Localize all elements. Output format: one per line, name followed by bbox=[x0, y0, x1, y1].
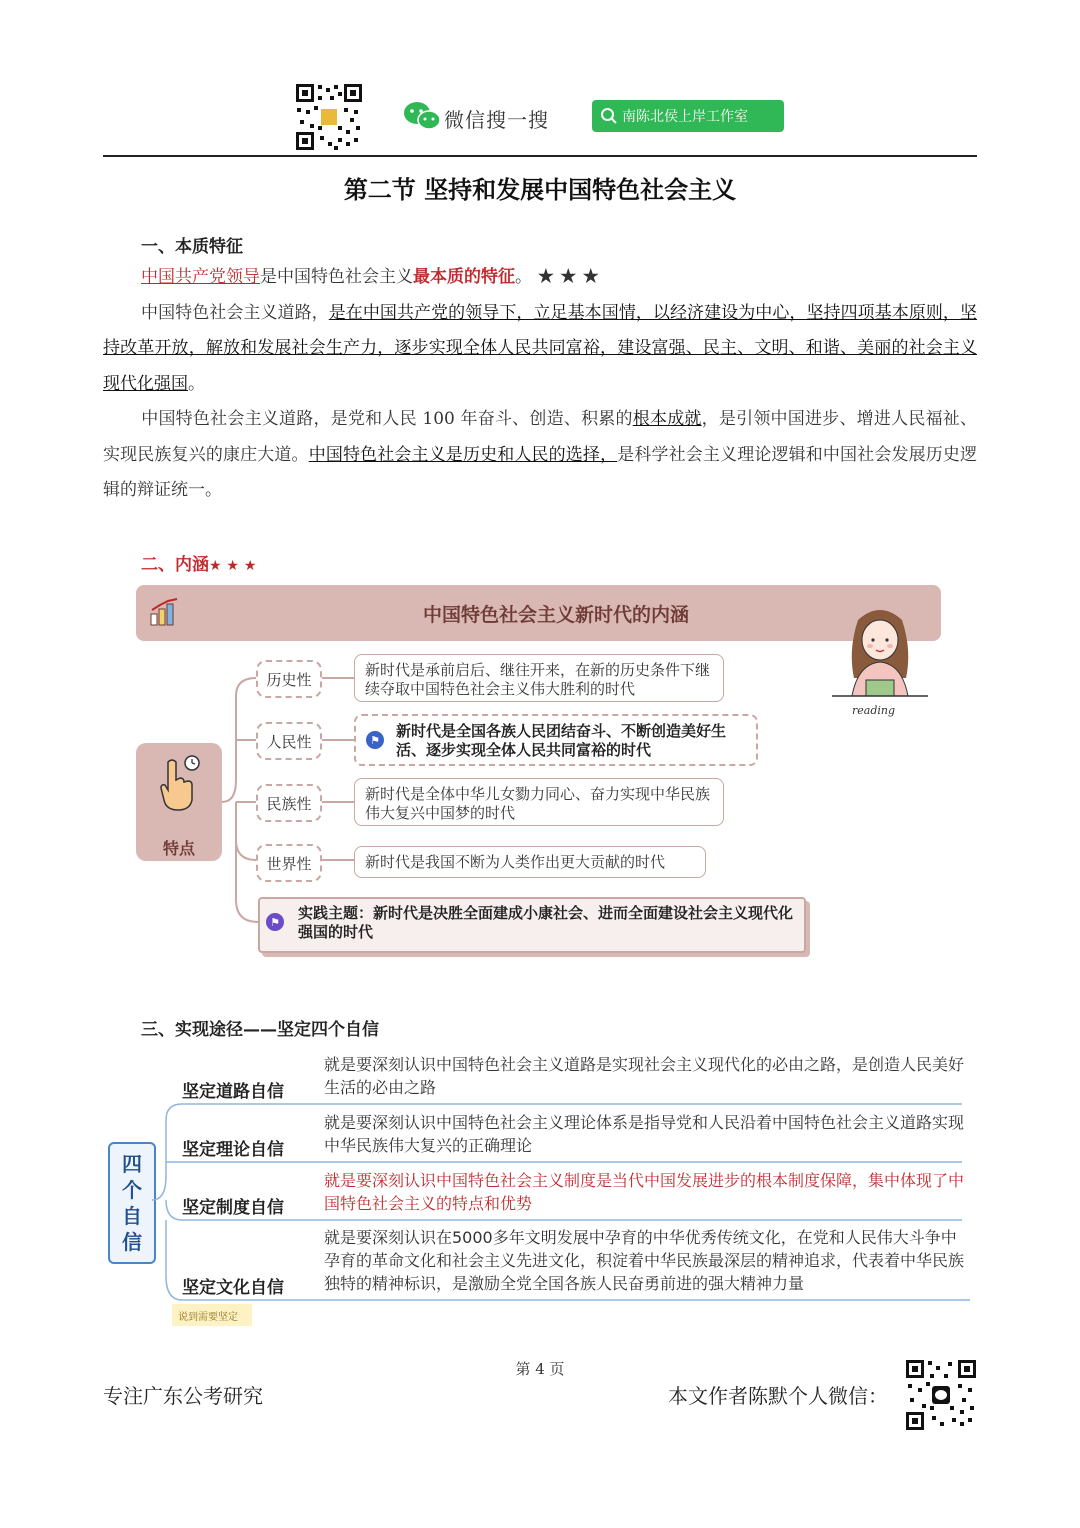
conf-culture-desc: 就是要深刻认识在5000多年文明发展中孕育的中华优秀传统文化，在党和人民伟大斗争中孕育的革命文化和社会主义先进文化，积淀着中华民族最深层的精神追求，代表着中华民族独特的精神标识，是激励全党全国各族人民奋勇前进的强大精神力量 bbox=[324, 1228, 965, 1293]
footer-left-text: 专注广东公考研究 bbox=[103, 1384, 263, 1408]
mindmap-title: 中国特色社会主义新时代的内涵 bbox=[422, 604, 689, 626]
conf-system-desc: 就是要深刻认识中国特色社会主义制度是当代中国发展进步的根本制度保障，集中体现了中国特色社会主义的特点和优势 bbox=[324, 1171, 965, 1213]
practice-text: 实践主题：新时代是决胜全面建成小康社会、进而全面建设社会主义现代化强国的时代 bbox=[298, 904, 794, 941]
essence-key-phrase: 中国共产党领导 bbox=[141, 267, 260, 287]
account-name: 南陈北侯上岸工作室 bbox=[622, 109, 748, 125]
road-end: 。 bbox=[188, 373, 205, 394]
achievement-key: 根本成就 bbox=[632, 409, 702, 429]
search-icon bbox=[600, 107, 618, 125]
tag-people: 人民性 bbox=[256, 722, 322, 760]
side-char-1: 四 bbox=[122, 1152, 142, 1176]
side-char-3: 自 bbox=[122, 1204, 142, 1228]
page-number: 第 4 页 bbox=[515, 1360, 565, 1378]
wechat-logo-icon bbox=[402, 100, 442, 132]
desc-world: 新时代是我国不断为人类作出更大贡献的时代 bbox=[354, 846, 706, 878]
footer-right-text: 本文作者陈默个人微信： bbox=[668, 1384, 888, 1408]
page-title: 第二节 坚持和发展中国特色社会主义 bbox=[343, 176, 737, 204]
side-char-2: 个 bbox=[122, 1178, 142, 1202]
achievement-mid: ，是引领中国进步、增进人民福祉、实现民族复兴的康庄大道。 bbox=[103, 409, 978, 465]
tag-history: 历史性 bbox=[256, 660, 322, 698]
road-underlined: 是在中国共产党的领导下，立足基本国情，以经济建设为中心，坚持四项基本原则，坚持改革开放，解放和发展社会生产力，逐步实现全体人民共同富裕，建设富强、民主、文明、和谐、美丽的社会主义现代化强国 bbox=[103, 302, 977, 394]
road-paragraph bbox=[103, 296, 977, 403]
search-account-button[interactable] bbox=[592, 100, 784, 132]
conf-theory-desc: 就是要深刻认识中国特色社会主义理论体系是指导党和人民沿着中国特色社会主义道路实现中华民族伟大复兴的正确理论 bbox=[324, 1113, 965, 1155]
desc-people: 新时代是全国各族人民团结奋斗、不断创造美好生活、逐步实现全体人民共同富裕的时代 bbox=[396, 722, 727, 759]
desc-nation: 新时代是全体中华儿女勠力同心、奋力实现中华民族伟大复兴中国梦的时代 bbox=[354, 778, 724, 826]
conf-road-desc: 就是要深刻认识中国特色社会主义道路是实现社会主义现代化的必由之路，是创造人民美好生活的必由之路 bbox=[324, 1055, 965, 1097]
flag-icon: ⚑ bbox=[366, 731, 384, 749]
conf-system-label: 坚定制度自信 bbox=[182, 1198, 284, 1218]
section1-heading: 一、本质特征 bbox=[141, 237, 243, 257]
road-lead: 中国特色社会主义道路， bbox=[141, 302, 329, 323]
conf-road-label: 坚定道路自信 bbox=[182, 1082, 284, 1102]
section3-heading: 三、实现途径——坚定四个自信 bbox=[141, 1020, 379, 1040]
reading-caption: reading bbox=[852, 704, 896, 717]
sticky-note: 说到需要坚定 bbox=[172, 1304, 252, 1326]
qr-code-header bbox=[294, 82, 364, 152]
bar-chart-icon bbox=[150, 598, 180, 630]
reading-girl-illustration bbox=[828, 600, 932, 720]
essence-text: 是中国特色社会主义 bbox=[260, 267, 413, 287]
tap-hand-icon bbox=[156, 754, 202, 816]
section2-heading-text: 二、内涵 bbox=[141, 555, 209, 575]
essence-highlight: 最本质的特征 bbox=[413, 267, 515, 287]
side-char-4: 信 bbox=[122, 1230, 142, 1254]
achievement-paragraph bbox=[103, 402, 977, 509]
desc-history: 新时代是承前启后、继往开来，在新的历史条件下继续夺取中国特色社会主义伟大胜利的时代 bbox=[354, 654, 724, 702]
choice-underlined: 中国特色社会主义是历史和人民的选择， bbox=[308, 444, 618, 465]
tag-world: 世界性 bbox=[256, 844, 322, 882]
conf-theory-label: 坚定理论自信 bbox=[182, 1140, 284, 1160]
essence-stars: 。 ★ ★ ★ bbox=[515, 267, 600, 287]
qr-code-footer bbox=[904, 1358, 978, 1432]
achievement-lead: 中国特色社会主义道路，是党和人民 100 年奋斗、创造、积累的 bbox=[141, 409, 633, 429]
tag-nation: 民族性 bbox=[256, 784, 322, 822]
header-divider bbox=[103, 155, 977, 157]
essence-line bbox=[103, 260, 977, 296]
feature-label: 特点 bbox=[162, 839, 195, 858]
wechat-search-label: 微信搜一搜 bbox=[444, 108, 549, 132]
section2-stars: ★ ★ ★ bbox=[209, 558, 257, 574]
conf-culture-label: 坚定文化自信 bbox=[182, 1278, 284, 1298]
achievement-end: 是科学社会主义理论逻辑和中国社会发展历史逻辑的辩证统一。 bbox=[103, 444, 978, 500]
four-confidence-box bbox=[108, 1142, 156, 1264]
flag-icon-practice: ⚑ bbox=[266, 913, 284, 931]
section2-heading bbox=[141, 550, 256, 575]
section1-body bbox=[103, 260, 977, 509]
desc-people-box bbox=[354, 714, 758, 766]
